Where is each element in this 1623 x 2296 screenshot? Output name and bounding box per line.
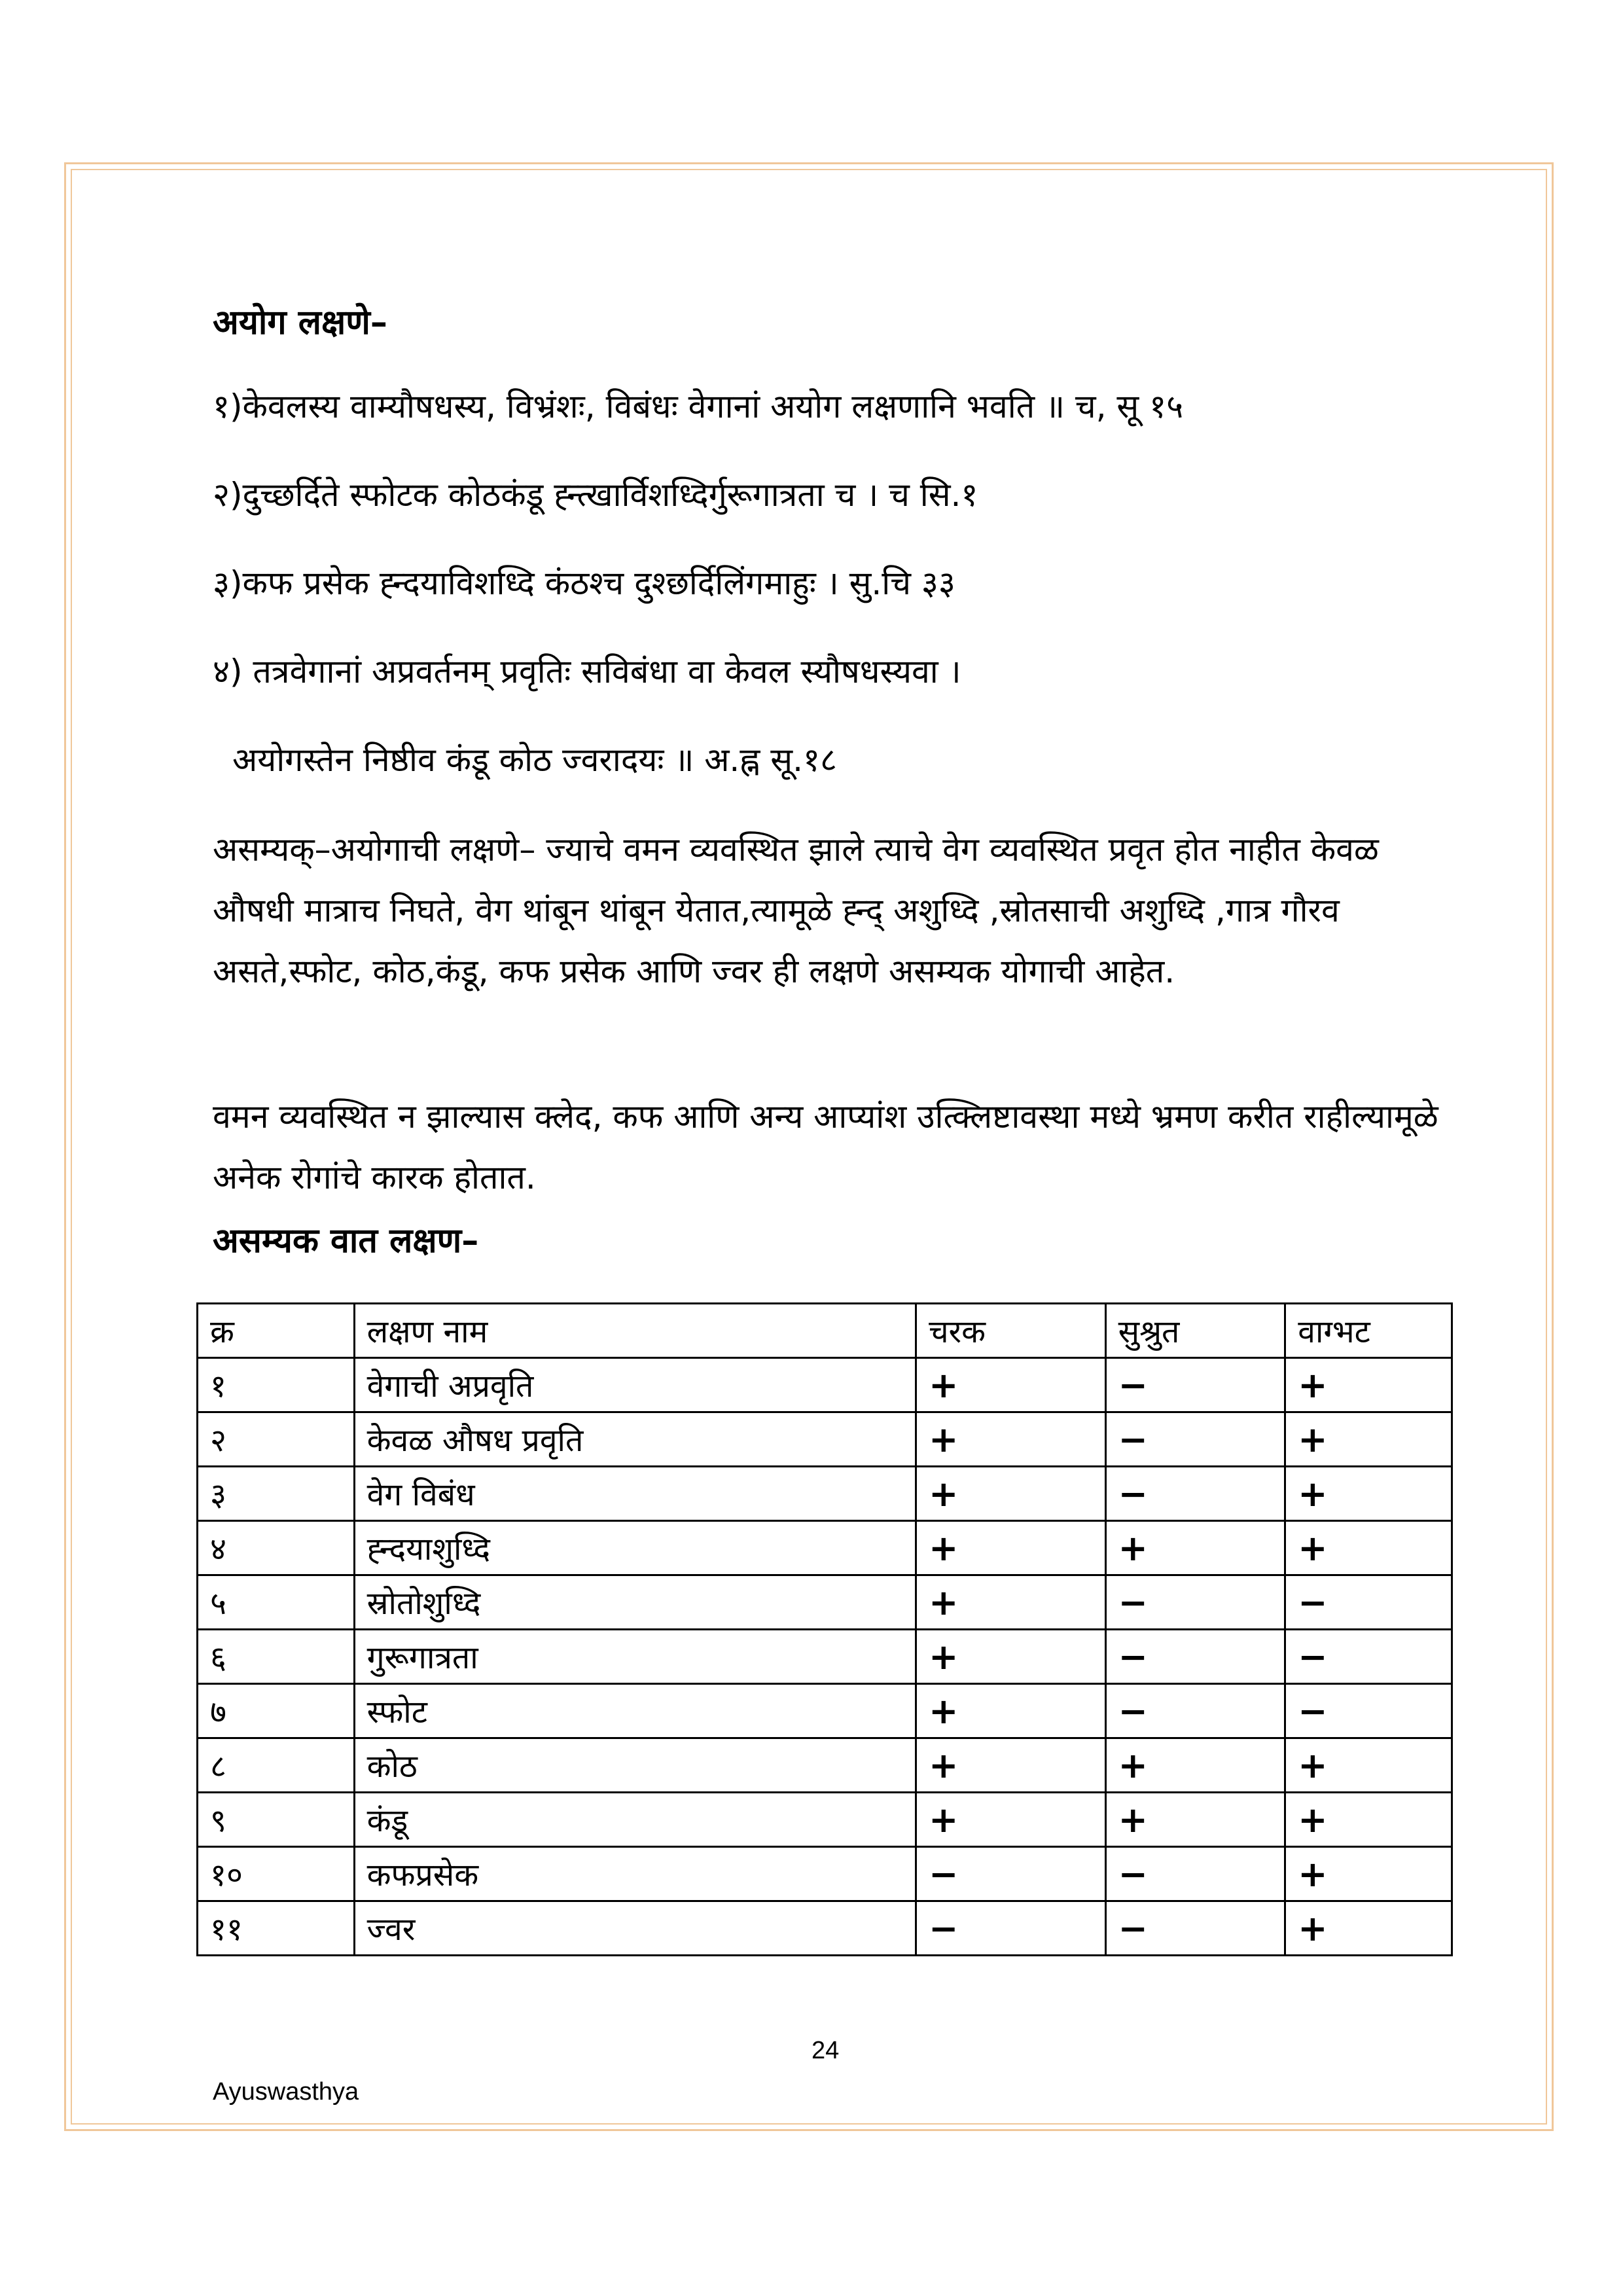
table-row (198, 1847, 1452, 1901)
verse-line-1: १)केवलस्य वाम्यौषधस्य, विभ्रंशः, विबंधः वेगानां अयोग लक्षणानि भवति ॥ च, सू १५ (213, 387, 1184, 425)
verse-line-4: ४) तत्रवेगानां अप्रवर्तनम् प्रवृतिः सविबंधा वा केवल स्यौषधस्यवा । (213, 653, 961, 691)
cell-presence-mark: − (916, 1901, 1106, 1956)
cell-symptom-name: ज्वर (354, 1901, 916, 1956)
cell-presence-mark: + (1285, 1467, 1452, 1521)
cell-presence-mark: + (1285, 1358, 1452, 1412)
paragraph-vaman: वमन व्यवस्थित न झाल्यास क्लेद, कफ आणि अन्य आप्यांश उत्क्लिष्टावस्था मध्ये भ्रमण करीत राहील्यामूळे अनेक रोगांचे कारक होतात. (213, 1098, 1438, 1196)
table-row (198, 1521, 1452, 1575)
cell-number: १ (198, 1358, 355, 1412)
footer-text: Ayuswasthya (213, 2078, 359, 2106)
table-row (198, 1575, 1452, 1630)
cell-number: ३ (198, 1467, 355, 1521)
cell-presence-mark: − (1105, 1412, 1285, 1467)
cell-symptom-name: कफप्रसेक (354, 1847, 916, 1901)
cell-presence-mark: − (1105, 1630, 1285, 1684)
cell-symptom-name: केवळ औषध प्रवृति (354, 1412, 916, 1467)
table-row (198, 1738, 1452, 1793)
cell-number: ५ (198, 1575, 355, 1630)
cell-number: ८ (198, 1738, 355, 1793)
table-row (198, 1684, 1452, 1738)
table-row (198, 1793, 1452, 1847)
cell-presence-mark: + (1105, 1738, 1285, 1793)
header-sushrut: सुश्रुत (1105, 1304, 1285, 1358)
cell-presence-mark: + (916, 1793, 1106, 1847)
table-row (198, 1467, 1452, 1521)
cell-number: ४ (198, 1521, 355, 1575)
cell-presence-mark: + (1285, 1901, 1452, 1956)
cell-presence-mark: + (916, 1467, 1106, 1521)
cell-presence-mark: + (1285, 1412, 1452, 1467)
header-lakshan-nam: लक्षण नाम (354, 1304, 916, 1358)
cell-presence-mark: + (1285, 1847, 1452, 1901)
verse-line-5: अयोगस्तेन निष्ठीव कंडू कोठ ज्वरादयः ॥ अ.ह्न सू.१८ (232, 741, 837, 779)
cell-symptom-name: गुरूगात्रता (354, 1630, 916, 1684)
cell-presence-mark: − (1105, 1575, 1285, 1630)
cell-presence-mark: + (916, 1575, 1106, 1630)
cell-presence-mark: − (1105, 1847, 1285, 1901)
cell-presence-mark: + (916, 1738, 1106, 1793)
cell-presence-mark: − (1105, 1901, 1285, 1956)
table-row (198, 1901, 1452, 1956)
cell-number: ६ (198, 1630, 355, 1684)
cell-symptom-name: ह्न्दयाशुध्दि (354, 1521, 916, 1575)
header-kra: क्र (198, 1304, 355, 1358)
cell-presence-mark: + (1285, 1793, 1452, 1847)
cell-presence-mark: + (916, 1684, 1106, 1738)
cell-symptom-name: वेगाची अप्रवृति (354, 1358, 916, 1412)
cell-presence-mark: − (916, 1847, 1106, 1901)
cell-presence-mark: + (1105, 1521, 1285, 1575)
verse-line-2: २)दुच्छर्दिते स्फोटक कोठकंडू ह्न्त्खार्विशध्दिर्गुरूगात्रता च । च सि.१ (213, 476, 978, 514)
cell-presence-mark: − (1105, 1684, 1285, 1738)
cell-number: ७ (198, 1684, 355, 1738)
verse-line-3: ३)कफ प्रसेक ह्न्दयाविशध्दि कंठश्च दुश्छर्दिलिंगमाहुः । सु.चि ३३ (213, 564, 955, 602)
cell-symptom-name: स्फोट (354, 1684, 916, 1738)
cell-presence-mark: − (1285, 1630, 1452, 1684)
cell-symptom-name: कंडू (354, 1793, 916, 1847)
cell-symptom-name: स्रोतोशुध्दि (354, 1575, 916, 1630)
cell-presence-mark: + (1285, 1738, 1452, 1793)
cell-presence-mark: − (1285, 1575, 1452, 1630)
heading-asamyak-vat: असम्यक वात लक्षण– (213, 1221, 479, 1261)
cell-presence-mark: + (916, 1521, 1106, 1575)
cell-presence-mark: + (916, 1630, 1106, 1684)
table-row (198, 1358, 1452, 1412)
cell-presence-mark: + (916, 1412, 1106, 1467)
header-vagbhat: वाग्भट (1285, 1304, 1452, 1358)
cell-symptom-name: कोठ (354, 1738, 916, 1793)
cell-presence-mark: − (1105, 1358, 1285, 1412)
paragraph-asamyak-ayog: असम्यक्–अयोगाची लक्षणे– ज्याचे वमन व्यवस्थित झाले त्याचे वेग व्यवस्थित प्रवृत होत नाहीत केवळ औषधी मात्राच निघते, वेग थांबून थांबून येतात,त्यामूळे ह्न्द् अशुध्दि ,स्रोतसाची अशुध्दि ,गात्र गौरव असते,स्फोट, कोठ,कंडू, कफ प्रसेक आणि ज्वर ही लक्षणे असम्यक योगाची आहेत. (213, 831, 1379, 990)
cell-presence-mark: + (1105, 1793, 1285, 1847)
cell-presence-mark: − (1285, 1684, 1452, 1738)
cell-number: २ (198, 1412, 355, 1467)
cell-symptom-name: वेग विबंध (354, 1467, 916, 1521)
cell-number: ११ (198, 1901, 355, 1956)
cell-presence-mark: − (1105, 1467, 1285, 1521)
heading-ayog-lakshane: अयोग लक्षणे– (213, 303, 387, 342)
cell-presence-mark: + (1285, 1521, 1452, 1575)
symptom-table (196, 1302, 1453, 1956)
header-charak: चरक (916, 1304, 1106, 1358)
cell-number: १० (198, 1847, 355, 1901)
page-number: 24 (812, 2037, 840, 2064)
table-row (198, 1630, 1452, 1684)
cell-number: ९ (198, 1793, 355, 1847)
table-header-row (198, 1304, 1452, 1358)
table-row (198, 1412, 1452, 1467)
cell-presence-mark: + (916, 1358, 1106, 1412)
